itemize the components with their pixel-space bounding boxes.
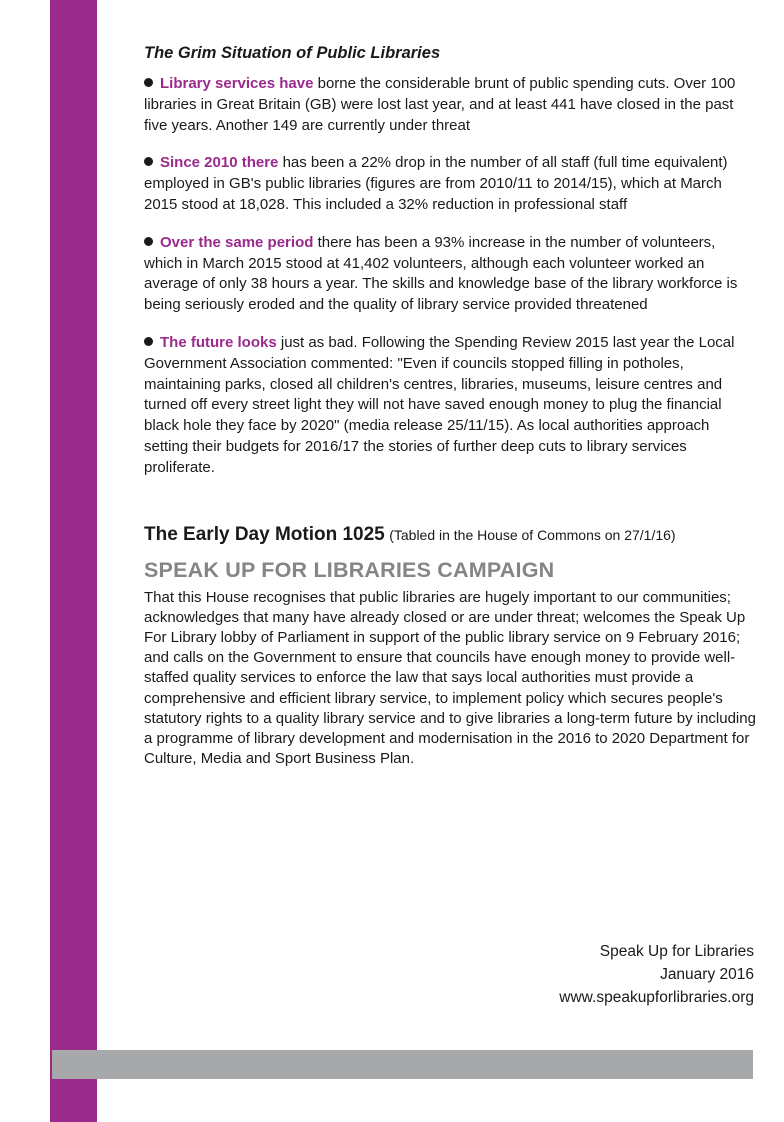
bullet-dot-icon xyxy=(144,337,153,346)
bullet-dot-icon xyxy=(144,237,153,246)
edm-heading xyxy=(144,523,756,548)
bullet-dot-icon xyxy=(144,157,153,166)
campaign-heading: SPEAK UP FOR LIBRARIES CAMPAIGN xyxy=(144,557,555,582)
left-accent-bar xyxy=(50,0,97,1122)
bullet-lead: Library services have xyxy=(160,75,314,92)
bullet-library-services xyxy=(144,74,756,136)
bullet-text: just as bad. Following the Spending Review 2015 last year the Local Government Association commented: "Even if councils stopped filling in potholes, maintaining parks, closed all children's centres, libraries, museums, leisure centres and turned off every street light they will not have saved enough money to plug the financial black hole they face by 2020" (media release 25/11/15). As local authorities approach setting their budgets for 2016/17 the stories of further deep cuts to library services proliferate. xyxy=(144,333,735,476)
bullet-text: has been a 22% drop in the number of all staff (full time equivalent) employed in GB's public libraries (figures are from 2010/11 to 2014/15), which at March 2015 stood at 18,028. This included a 32% reduction in professional staff xyxy=(144,154,728,213)
bullet-dot-icon xyxy=(144,78,153,87)
bullet-future xyxy=(144,333,756,479)
bullet-lead: Over the same period xyxy=(160,233,314,251)
bullet-staff-drop xyxy=(144,153,756,215)
footer-date: January 2016 xyxy=(660,966,754,983)
motion-text: That this House recognises that public libraries are hugely important to our communities; acknowledges that many have already closed or are under threat; welcomes the Speak Up For Library lobby of Parliament in support of the public library service on 9 February 2016; and calls on the Government to ensure that councils have enough money to provide well-staffed quality services to enforce the law that says local authorities must provide a comprehensive and efficient library service, to implement policy which secures people's statutory rights to a quality library service and to give libraries a long-term future by including a programme of library development and modernisation in the 2016 to 2020 Department for Culture, Media and Sport Business Plan. xyxy=(144,588,756,768)
bullet-text: there has been a 93% increase in the number of volunteers, which in March 2015 stood at 41,402 volunteers, although each volunteer worked an average of only 38 hours a year. The skills and knowledge base of the library workforce is being seriously eroded and the quality of library service provided threatened xyxy=(144,233,738,314)
edm-subtitle: (Tabled in the House of Commons on 27/1/16) xyxy=(389,526,676,543)
bullet-lead: Since 2010 there xyxy=(160,154,279,172)
footer-url[interactable]: www.speakupforlibraries.org xyxy=(559,989,754,1006)
bullet-text: borne the considerable brunt of public spending cuts. Over 100 libraries in Great Britain (GB) were lost last year, and at least 441 have closed in the past five years. Another 149 are currently under threat xyxy=(144,75,736,134)
section-title: The Grim Situation of Public Libraries xyxy=(144,44,441,62)
edm-title: The Early Day Motion 1025 xyxy=(144,523,385,545)
footer-org: Speak Up for Libraries xyxy=(599,943,754,960)
main-content xyxy=(144,42,756,769)
bullet-lead: The future looks xyxy=(160,333,277,351)
bottom-grey-bar xyxy=(52,1050,753,1079)
footer-block xyxy=(559,940,754,1009)
bullet-volunteers xyxy=(144,233,756,316)
